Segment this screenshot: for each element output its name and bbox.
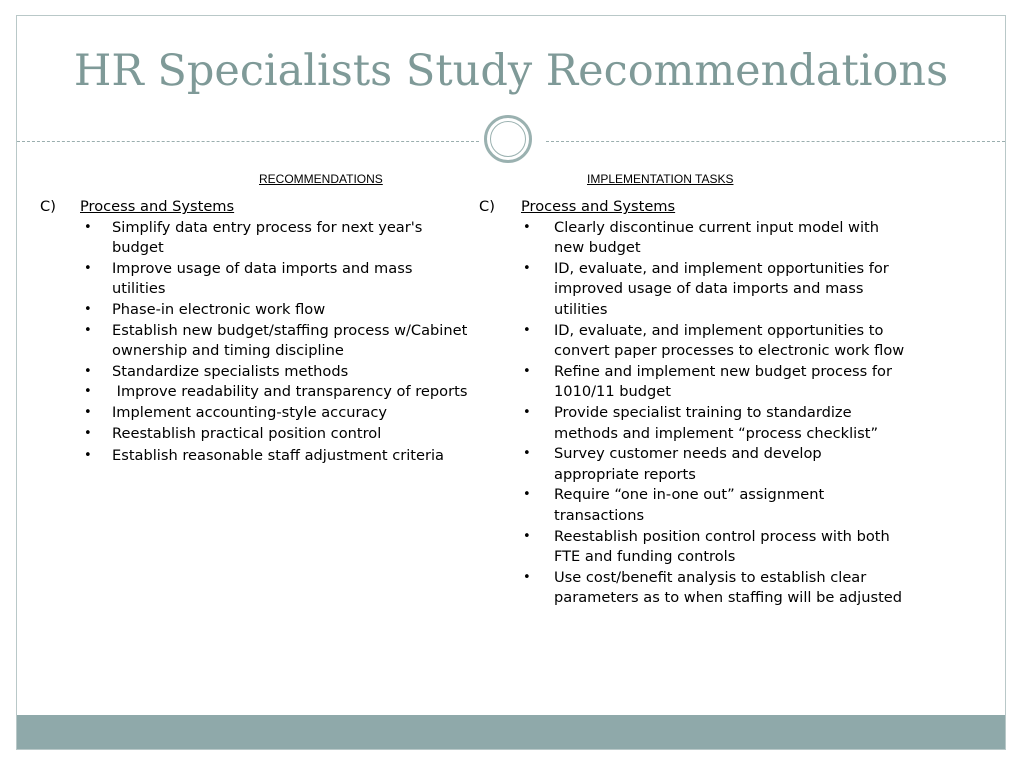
bullet-icon: •	[84, 260, 92, 276]
list-item: • Use cost/benefit analysis to establish clear parameters as to when staffing will be adjusted	[523, 568, 903, 607]
section-title: Process and Systems	[521, 198, 676, 215]
list-item: • Reestablish position control process with both FTE and funding controls	[523, 527, 890, 566]
bullet-icon: •	[523, 446, 531, 462]
list-item: • Require “one in-one out” assignment transactions	[523, 486, 825, 524]
bullet-icon: •	[84, 448, 92, 464]
title-divider-right	[546, 141, 1005, 142]
bullet-icon: •	[84, 363, 92, 379]
bullet-icon: •	[523, 260, 531, 276]
list-item: • Simplify data entry process for next year's budget	[84, 218, 423, 257]
bullet-icon: •	[523, 322, 531, 338]
bullet-icon: •	[523, 569, 531, 585]
bullet-icon: •	[84, 425, 92, 441]
section-letter: C)	[40, 198, 56, 215]
section-heading	[479, 197, 909, 218]
recommendations-list	[40, 218, 470, 467]
footer-band	[17, 715, 1005, 749]
bullet-icon: •	[523, 487, 531, 503]
circle-ornament-inner	[490, 121, 526, 157]
section-title: Process and Systems	[80, 198, 235, 215]
bullet-icon: •	[523, 363, 531, 379]
list-item: • Establish reasonable staff adjustment criteria	[40, 446, 470, 467]
list-item: • Improve readability and transparency of reports	[40, 382, 470, 403]
list-item: • Implement accounting-style accuracy	[40, 403, 470, 424]
list-item: • Phase-in electronic work flow	[40, 300, 470, 321]
bullet-icon: •	[523, 404, 531, 420]
circle-ornament-icon	[484, 115, 532, 163]
list-item: • ID, evaluate, and implement opportunities to convert paper processes to electronic work flow	[523, 321, 905, 360]
bullet-icon: •	[84, 322, 92, 338]
bullet-icon: •	[523, 219, 531, 235]
list-item: • Reestablish practical position control	[40, 424, 470, 445]
slide-title: HR Specialists Study Recommendations	[73, 46, 949, 96]
list-item: • Clearly discontinue current input model with new budget	[523, 218, 880, 257]
title-divider-left	[17, 141, 479, 142]
list-item: • ID, evaluate, and implement opportunities for improved usage of data imports and mass utilities	[523, 259, 889, 318]
bullet-icon: •	[84, 404, 92, 420]
recommendations-column	[40, 197, 470, 467]
implementation-tasks-header: IMPLEMENTATION TASKS	[587, 172, 734, 186]
bullet-icon: •	[84, 384, 92, 400]
bullet-icon: •	[523, 528, 531, 544]
implementation-column	[479, 197, 909, 609]
bullet-icon: •	[84, 219, 92, 235]
list-item: • Survey customer needs and develop appropriate reports	[523, 445, 822, 483]
section-heading	[40, 197, 470, 218]
list-item: • Improve usage of data imports and mass utilities	[84, 259, 413, 298]
list-item: • Refine and implement new budget process for 1010/11 budget	[523, 362, 892, 401]
bullet-icon: •	[84, 301, 92, 317]
section-letter: C)	[479, 198, 495, 215]
recommendations-header: RECOMMENDATIONS	[259, 172, 383, 186]
implementation-list	[479, 218, 909, 609]
list-item: • Establish new budget/staffing process w/Cabinet ownership and timing discipline	[84, 321, 468, 360]
list-item: • Standardize specialists methods	[40, 362, 470, 383]
list-item: • Provide specialist training to standardize methods and implement “process checklist”	[523, 403, 879, 442]
